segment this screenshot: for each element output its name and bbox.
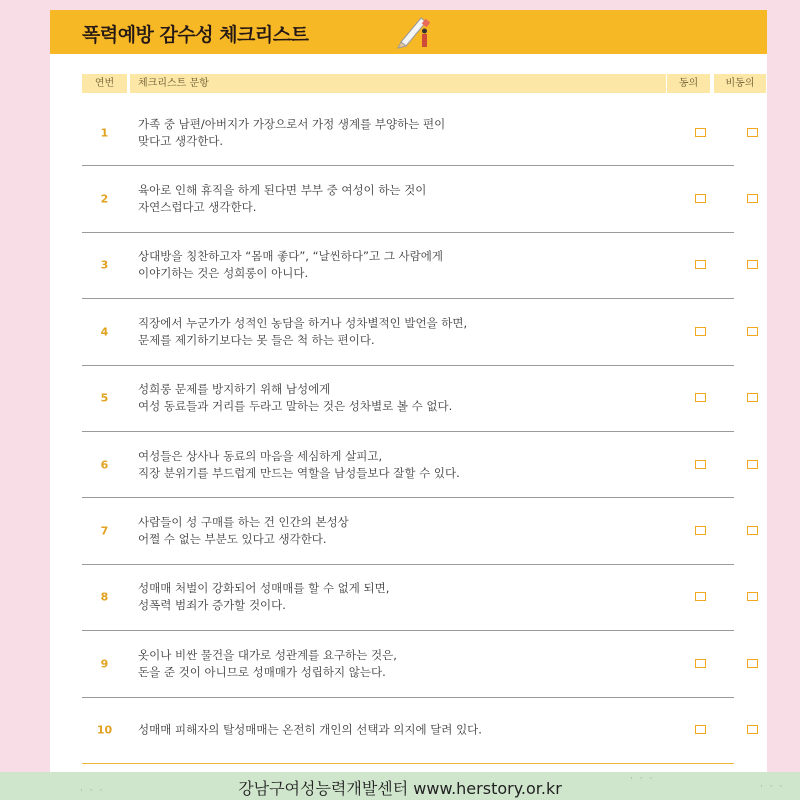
row-question: 옷이나 비싼 물건을 대가로 성관계를 요구하는 것은, 돈을 준 것이 아니므로 성매매가 성립하지 않는다. — [138, 647, 397, 679]
agree-checkbox[interactable] — [695, 592, 706, 601]
title-bar — [50, 10, 767, 54]
disagree-checkbox[interactable] — [747, 194, 758, 203]
disagree-checkbox[interactable] — [747, 327, 758, 336]
row-question: 직장에서 누군가가 성적인 농담을 하거나 성차별적인 발언을 하면, 문제를 제기하기보다는 못 들은 척 하는 편이다. — [138, 315, 468, 347]
page-title: 폭력예방 감수성 체크리스트 — [82, 24, 309, 46]
row-number: 4 — [100, 325, 109, 339]
table-row — [82, 366, 734, 432]
table-row — [82, 100, 734, 166]
agree-checkbox[interactable] — [695, 393, 706, 402]
disagree-checkbox[interactable] — [747, 592, 758, 601]
disagree-checkbox[interactable] — [747, 260, 758, 269]
table-row — [82, 565, 734, 631]
row-question: 사람들이 성 구매를 하는 건 인간의 본성상 어쩔 수 없는 부분도 있다고 생각한다. — [138, 515, 349, 547]
row-question: 성매매 피해자의 탈성매매는 온전히 개인의 선택과 의지에 달려 있다. — [138, 722, 482, 737]
decoration-dots: · · · — [760, 782, 785, 792]
row-question: 여성들은 상사나 동료의 마음을 세심하게 살피고, 직장 분위기를 부드럽게 만드는 역할을 남성들보다 잘할 수 있다. — [138, 448, 460, 480]
agree-checkbox[interactable] — [695, 460, 706, 469]
header-question: 체크리스트 문항 — [130, 74, 666, 93]
agree-checkbox[interactable] — [695, 128, 706, 137]
row-number: 10 — [96, 723, 113, 737]
header-no: 연번 — [82, 74, 127, 93]
table-row — [82, 631, 734, 697]
agree-checkbox[interactable] — [695, 725, 706, 734]
agree-checkbox[interactable] — [695, 526, 706, 535]
row-question: 성희롱 문제를 방지하기 위해 남성에게 여성 동료들과 거리를 두라고 말하는 것은 성차별로 볼 수 없다. — [138, 382, 453, 414]
disagree-checkbox[interactable] — [747, 526, 758, 535]
row-number: 5 — [100, 391, 109, 405]
agree-checkbox[interactable] — [695, 260, 706, 269]
row-question: 육아로 인해 휴직을 하게 된다면 부부 중 여성이 하는 것이 자연스럽다고 생각한다. — [138, 183, 427, 215]
agree-checkbox[interactable] — [695, 194, 706, 203]
row-number: 2 — [100, 192, 109, 206]
row-number: 7 — [100, 524, 109, 538]
disagree-checkbox[interactable] — [747, 659, 758, 668]
pencil-icon — [395, 12, 435, 50]
table-row — [82, 432, 734, 498]
checklist-card — [50, 10, 767, 772]
row-question: 성매매 처벌이 강화되어 성매매를 할 수 없게 되면, 성폭력 범죄가 증가할 것이다. — [138, 581, 390, 613]
row-question: 가족 중 남편/아버지가 가장으로서 가정 생계를 부양하는 편이 맞다고 생각한다. — [138, 116, 446, 148]
header-disagree: 비동의 — [714, 74, 766, 93]
header-agree: 동의 — [667, 74, 710, 93]
table-row — [82, 233, 734, 299]
table-header — [82, 74, 755, 96]
table-row — [82, 299, 734, 365]
table-row — [82, 166, 734, 232]
checklist-rows — [82, 100, 734, 764]
disagree-checkbox[interactable] — [747, 128, 758, 137]
disagree-checkbox[interactable] — [747, 725, 758, 734]
agree-checkbox[interactable] — [695, 327, 706, 336]
table-row — [82, 498, 734, 564]
row-question: 상대방을 칭찬하고자 “몸매 좋다”, “날씬하다”고 그 사람에게 이야기하는 것은 성희롱이 아니다. — [138, 249, 443, 281]
agree-checkbox[interactable] — [695, 659, 706, 668]
disagree-checkbox[interactable] — [747, 393, 758, 402]
disagree-checkbox[interactable] — [747, 460, 758, 469]
row-number: 3 — [100, 258, 109, 272]
row-number: 1 — [100, 126, 109, 140]
row-number: 6 — [100, 458, 109, 472]
table-row — [82, 698, 734, 764]
footer-bar — [0, 772, 800, 800]
row-number: 8 — [100, 590, 109, 604]
footer-text: 강남구여성능력개발센터 www.herstory.or.kr — [238, 779, 562, 798]
row-number: 9 — [100, 657, 109, 671]
decoration-dots: · · · — [630, 774, 655, 784]
decoration-dots: · · · — [80, 786, 105, 796]
